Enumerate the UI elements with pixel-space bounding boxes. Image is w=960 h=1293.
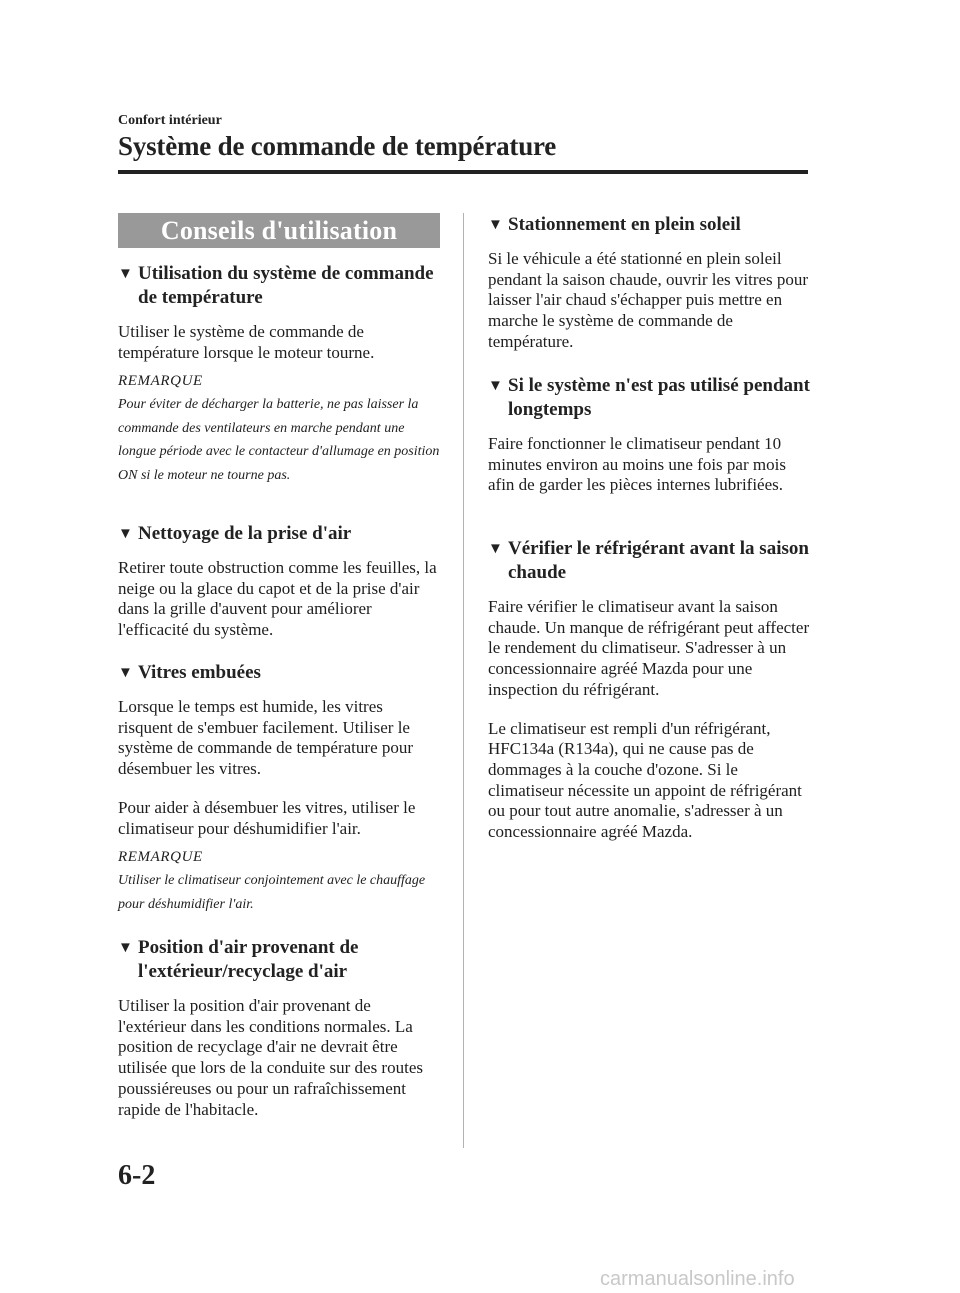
paragraph: Faire vérifier le climatiseur avant la saison chaude. Un manque de réfrigérant peut affecter le rendement du climatiseur. S'adresser à un concessionnaire agréé Mazda pour une inspection du réfrigérant. [488, 597, 810, 699]
paragraph: Utiliser le système de commande de température lorsque le moteur tourne. [118, 322, 375, 362]
section-heading: ▼ Si le système n'est pas utilisé pendant longtemps [488, 375, 810, 420]
triangle-down-icon: ▼ [118, 526, 133, 542]
triangle-down-icon: ▼ [488, 378, 503, 394]
triangle-down-icon: ▼ [118, 266, 133, 282]
paragraph: Pour aider à désembuer les vitres, utiliser le climatiseur pour déshumidifier l'air. [118, 797, 416, 838]
paragraph: Utiliser la position d'air provenant de l'extérieur dans les conditions normales. La position de recyclage d'air ne devrait être utilisée que lors de la conduite sur des routes poussiéreuses ou pour un rafraîchissement rapide de l'habitacle. [118, 996, 423, 1119]
section-heading: ▼ Position d'air provenant de l'extérieur/recyclage d'air [118, 937, 359, 982]
watermark: carmanualsonline.info [600, 1268, 795, 1290]
note-text: Utiliser le climatiseur conjointement avec le chauffage pour déshumidifier l'air. [118, 873, 426, 912]
note-label: REMARQUE [118, 849, 203, 866]
section-heading: ▼ Vitres embuées [118, 662, 261, 683]
section-position-air [118, 936, 440, 1138]
section-heading: ▼ Stationnement en plein soleil [488, 214, 741, 235]
header-section-label: Confort intérieur [118, 113, 222, 128]
header-rule [118, 170, 808, 174]
triangle-down-icon: ▼ [488, 541, 503, 557]
paragraph: Lorsque le temps est humide, les vitres risquent de s'embuer facilement. Utiliser le système de commande de température pour désembuer les vitres. [118, 697, 414, 779]
paragraph: Le climatiseur est rempli d'un réfrigérant, HFC134a (R134a), qui ne cause pas de dommages à la couche d'ozone. Si le climatiseur nécessite un appoint de réfrigérant ou pour tout autre anomalie, s'adresser à un concessionnaire agréé Mazda. [488, 718, 802, 842]
note-label: REMARQUE [118, 373, 203, 390]
section-vitres [118, 661, 440, 916]
section-stationnement [488, 213, 810, 371]
section-non-utilise [488, 374, 810, 514]
column-divider [463, 213, 464, 1148]
section-utilisation [118, 262, 440, 487]
paragraph: Faire fonctionner le climatiseur pendant 10 minutes environ au moins une fois par mois afin de garder les pièces internes lubrifiées. [488, 434, 786, 495]
section-nettoyage [118, 522, 440, 659]
paragraph: Retirer toute obstruction comme les feuilles, la neige ou la glace du capot et de la prise d'air dans la grille d'auvent pour améliorer l'efficacité du système. [118, 558, 437, 640]
triangle-down-icon: ▼ [488, 217, 503, 233]
triangle-down-icon: ▼ [118, 940, 133, 956]
section-refrigerant [488, 537, 810, 861]
triangle-down-icon: ▼ [118, 665, 133, 681]
page-number: 6-2 [118, 1160, 156, 1191]
section-heading: ▼ Nettoyage de la prise d'air [118, 523, 352, 544]
page-title: Système de commande de température [118, 131, 557, 161]
paragraph: Si le véhicule a été stationné en plein soleil pendant la saison chaude, ouvrir les vitres pour laisser l'air chaud s'échapper puis mettre en marche le système de commande de température. [488, 249, 809, 351]
section-heading: ▼ Vérifier le réfrigérant avant la saison chaude [488, 538, 809, 583]
note-text: Pour éviter de décharger la batterie, ne pas laisser la commande des ventilateurs en marche pendant une longue période avec le contacteur d'allumage en position ON si le moteur ne tourne pas. [118, 397, 440, 483]
section-heading: ▼ Utilisation du système de commande de température [118, 263, 434, 308]
tips-banner: Conseils d'utilisation [118, 213, 440, 248]
